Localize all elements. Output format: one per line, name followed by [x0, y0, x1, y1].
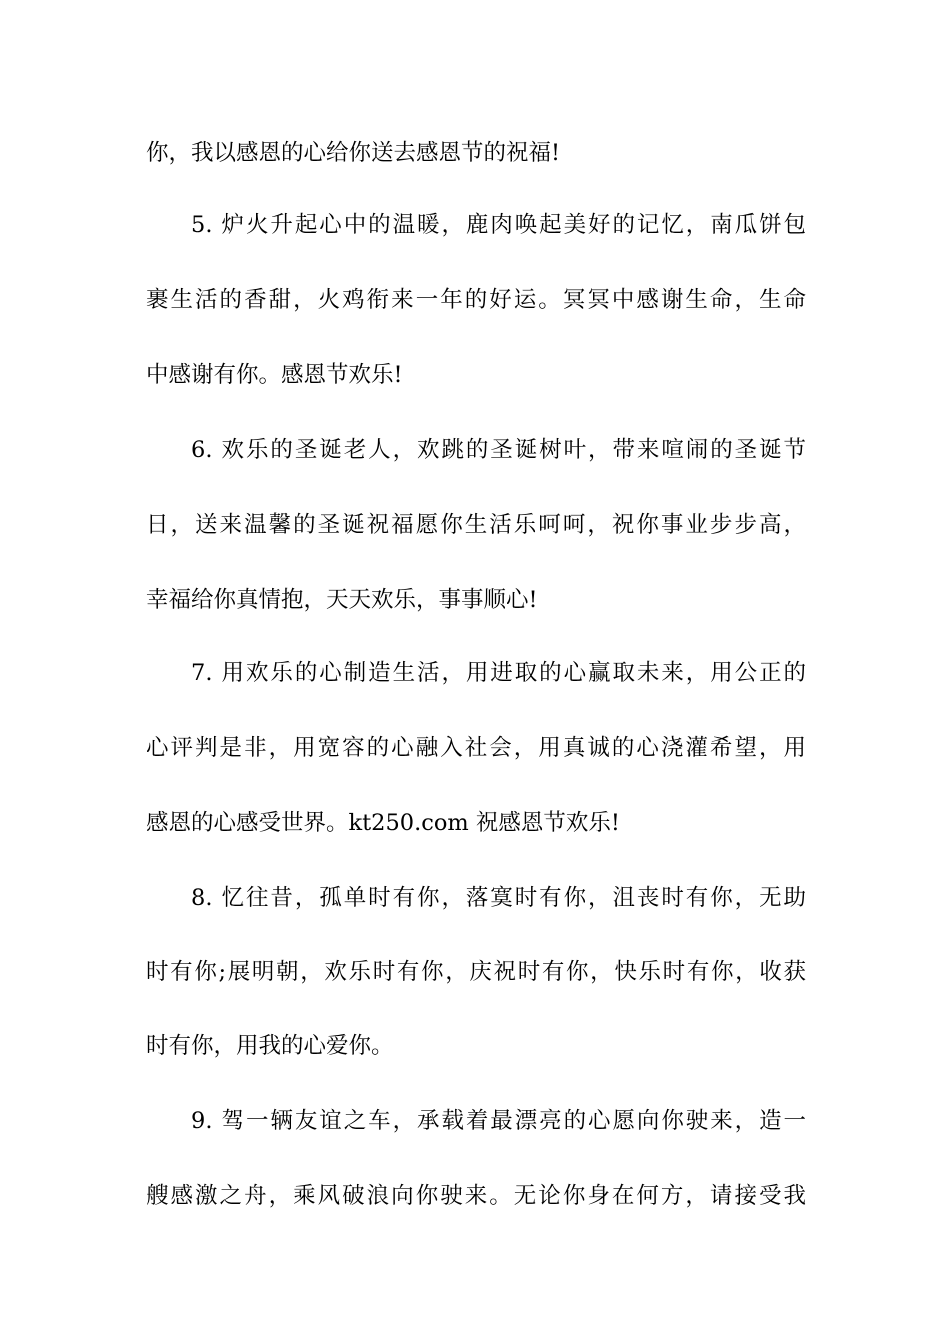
- list-item-7-line-3: 感恩的心感受世界。kt250.com 祝感恩节欢乐!: [146, 810, 620, 836]
- list-item-5-line-3: 中感谢有你。感恩节欢乐!: [146, 362, 403, 388]
- list-item-5-line-2: 裹生活的香甜，火鸡衔来一年的好运。冥冥中感谢生命，生命: [146, 287, 806, 313]
- list-item-8-line-1: 8. 忆往昔，孤单时有你，落寞时有你，沮丧时有你，无助: [191, 885, 806, 911]
- list-item-8-line-3: 时有你，用我的心爱你。: [146, 1033, 394, 1059]
- list-item-6-line-1: 6. 欢乐的圣诞老人，欢跳的圣诞树叶，带来喧闹的圣诞节: [191, 437, 806, 463]
- list-item-9-line-2: 艘感激之舟，乘风破浪向你驶来。无论你身在何方，请接受我: [146, 1183, 806, 1209]
- list-item-5-line-1: 5. 炉火升起心中的温暖，鹿肉唤起美好的记忆，南瓜饼包: [191, 212, 806, 238]
- list-item-8-line-2: 时有你;展明朝，欢乐时有你，庆祝时有你，快乐时有你，收获: [146, 959, 806, 985]
- list-item-6-line-2: 日，送来温馨的圣诞祝福愿你生活乐呵呵，祝你事业步步高，: [146, 512, 806, 538]
- text-line: 你，我以感恩的心给你送去感恩节的祝福!: [146, 140, 561, 166]
- list-item-7-line-2: 心评判是非，用宽容的心融入社会，用真诚的心浇灌希望，用: [146, 735, 806, 761]
- list-item-7-line-1: 7. 用欢乐的心制造生活，用进取的心赢取未来，用公正的: [191, 660, 806, 686]
- list-item-6-line-3: 幸福给你真情抱，天天欢乐，事事顺心!: [146, 587, 538, 613]
- list-item-9-line-1: 9. 驾一辆友谊之车，承载着最漂亮的心愿向你驶来，造一: [191, 1108, 806, 1134]
